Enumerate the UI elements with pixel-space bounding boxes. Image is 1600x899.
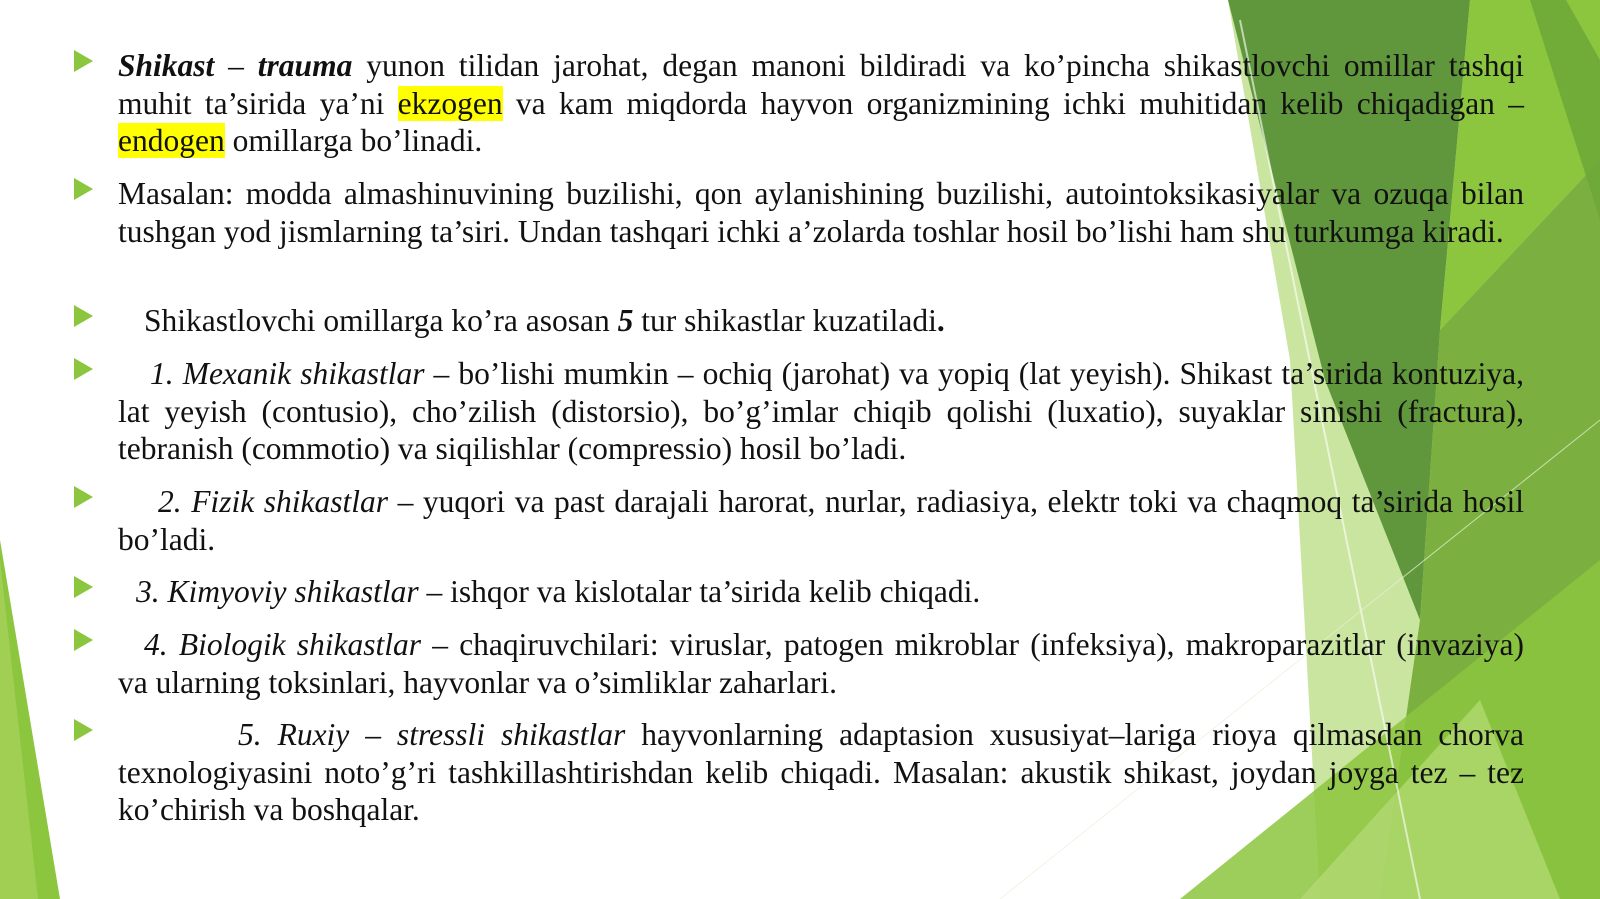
bullet-item bbox=[118, 626, 1524, 701]
bullet-item bbox=[118, 573, 1524, 611]
bullet-arrow-icon bbox=[74, 576, 93, 598]
bullet-item bbox=[118, 175, 1524, 250]
text: va kam miqdorda hayvon organizmining ichki muhitidan kelib chiqadigan – bbox=[502, 85, 1524, 121]
count-number: 5 bbox=[617, 303, 634, 338]
text: hayvonlarning adaptasion xususiyat–lariga rioya qilmasdan chorva texnologiyasini noto’g’ri tashkillashtirishdan kelib chiqadi. Masalan: akustik shikast, joydan joyga tez – tez ko’chirish va boshqalar. bbox=[118, 717, 1524, 827]
text: – chaqiruvchilari: viruslar, patogen mikroblar (infeksiya), makroparazitlar (invaziya) va ularning toksinlari, hayvonlar va o’simliklar zaharlari. bbox=[118, 627, 1524, 700]
text: Masalan: modda almashinuvining buzilishi, qon aylanishining buzilishi, autointoksikasiyalar va ozuqa bilan tushgan yod jismlarning ta’siri. Undan tashqari ichki a’zolarda toshlar hosil bo’lishi ham shu turkumga kiradi. bbox=[118, 176, 1524, 249]
text: omillarga bo’linadi. bbox=[224, 123, 483, 158]
item-title: 2. Fizik shikastlar bbox=[158, 484, 389, 519]
item-title: 3. Kimyoviy shikastlar bbox=[136, 574, 419, 609]
bullet-item bbox=[118, 483, 1524, 558]
term-shikast: Shikast bbox=[118, 48, 215, 83]
item-title: 5. Ruxiy – stressli shikastlar bbox=[238, 717, 626, 752]
item-title: 1. Mexanik shikastlar bbox=[150, 356, 425, 391]
dash: – bbox=[214, 48, 258, 83]
text: tur shikastlar kuzatiladi bbox=[633, 303, 937, 338]
bullet-arrow-icon bbox=[74, 719, 93, 741]
text: Shikastlovchi omillarga ko’ra asosan bbox=[144, 303, 618, 338]
highlight-ekzogen: ekzogen bbox=[397, 85, 503, 121]
bullet-item bbox=[118, 47, 1524, 160]
bullet-arrow-icon bbox=[74, 629, 93, 651]
bullet-arrow-icon bbox=[74, 305, 93, 327]
bullet-item bbox=[118, 302, 1524, 340]
item-title: 4. Biologik shikastlar bbox=[144, 627, 422, 662]
bullet-item bbox=[118, 716, 1524, 829]
bullet-arrow-icon bbox=[74, 178, 93, 200]
text: – ishqor va kislotalar ta’sirida kelib chiqadi. bbox=[418, 574, 981, 609]
bullet-arrow-icon bbox=[74, 50, 93, 72]
bullet-arrow-icon bbox=[74, 358, 93, 380]
period: . bbox=[936, 303, 945, 338]
term-trauma: trauma bbox=[257, 48, 353, 83]
text: yunon tilidan jarohat, degan manoni bildiradi va ko’pincha shikastlovchi omillar tashqi muhit ta’sirida ya’ni bbox=[118, 48, 1524, 121]
bullet-item bbox=[118, 355, 1524, 468]
highlight-endogen: endogen bbox=[118, 123, 225, 158]
text: – yuqori va past darajali harorat, nurlar, radiasiya, elektr toki va chaqmoq ta’sirida hosil bo’ladi. bbox=[118, 484, 1524, 557]
bullet-arrow-icon bbox=[74, 486, 93, 508]
text: – bo’lishi mumkin – ochiq (jarohat) va yopiq (lat yeyish). Shikast ta’sirida kontuziya, lat yeyish (contusio), cho’zilish (distorsio), bo’g’imlar chiqib qolishi (luxatio), suyaklar sinishi (fractura), tebranish (commotio) va siqilishlar (compressio) hosil bo’ladi. bbox=[118, 356, 1525, 466]
